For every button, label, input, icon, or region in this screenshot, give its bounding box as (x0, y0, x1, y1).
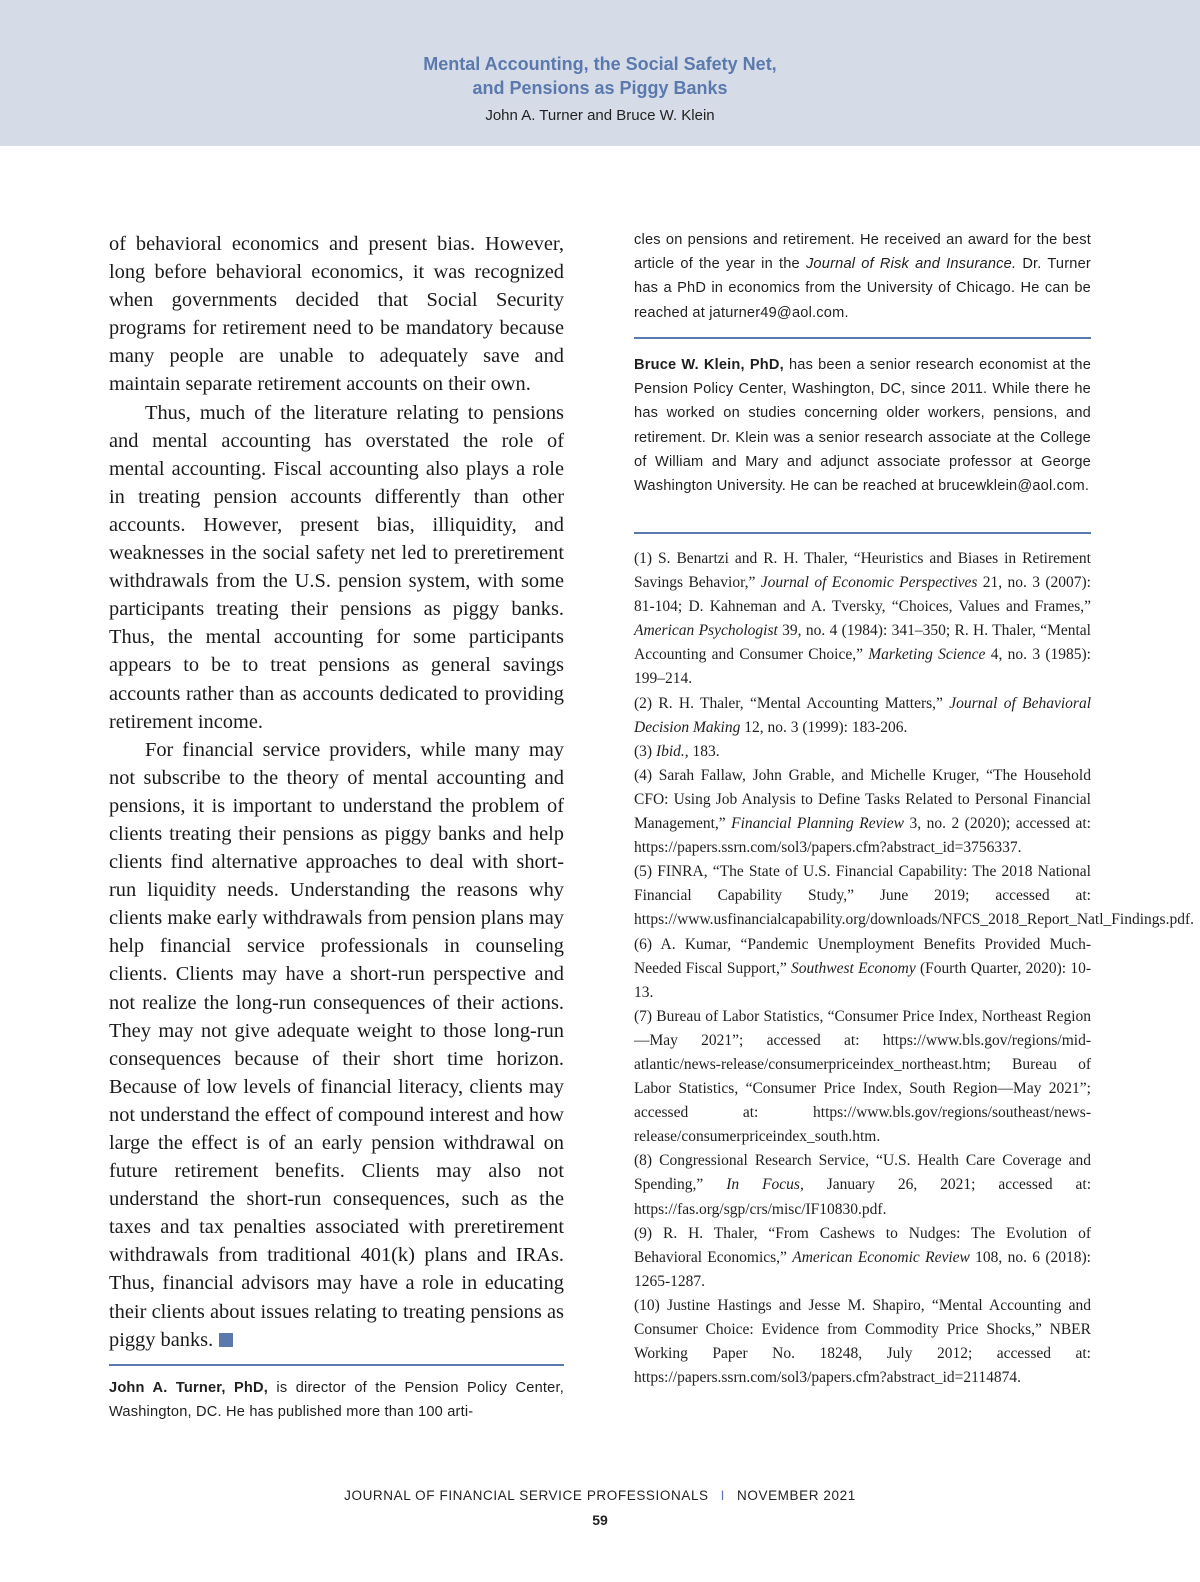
reference-text: (10) Justine Hastings and Jesse M. Shapiro, “Mental Accounting and Consumer Choice: Evidence from Commodity Price Shocks,” NBER Working Paper No. 18248, July 2012; accessed at: https://papers.ssrn.com/sol3/papers.cfm?abstract_id=2114874. (634, 1296, 1091, 1387)
reference-text: January 26, 2021; accessed at: https://fas.org/sgp/crs/misc/IF10830.pdf. (634, 1176, 1092, 1218)
references-list (634, 547, 1194, 1390)
reference-item (634, 1294, 1091, 1390)
reference-item (634, 933, 1091, 1005)
issue-date: NOVEMBER 2021 (737, 1488, 856, 1503)
reference-item (634, 764, 1091, 860)
reference-journal: American Economic Review (792, 1248, 970, 1266)
reference-journal: Financial Planning Review (731, 815, 904, 833)
body-paragraph: of behavioral economics and present bias. However, long before behavioral economics, it was recognized when governments decided that Social Security programs for retirement need to be mandatory because many people are unable to adequately save and maintain separate retirement accounts on their own. (109, 233, 564, 396)
body-paragraph (109, 736, 564, 1354)
bio-text: cles on pensions and retirement. He received an award for the best article of the year in the (634, 232, 1091, 273)
reference-text: 4, no. 3 (1985): 199–214. (634, 646, 1091, 688)
reference-journal: Marketing Science (868, 646, 986, 664)
reference-text: (6) A. Kumar, “Pandemic Unemployment Benefits Provided Much-Needed Fiscal Support,” (634, 935, 1091, 977)
reference-text: 12, no. 3 (1999): 183-206. (740, 718, 908, 736)
footer-separator: I (720, 1488, 726, 1503)
reference-text: (7) Bureau of Labor Statistics, “Consumer Price Index, Northeast Region—May 2021”; accessed at: https://www.bls.gov/regions/mid-atlantic/news-release/consumerpriceindex_northeast.htm; Bureau of Labor Statistics, “Consumer Price Index, South Region—May 2021”; accessed at: https://www.bls.gov/regions/southeast/news-release/consumerpriceindex_south.htm. (634, 1007, 1091, 1146)
reference-text: (5) FINRA, “The State of U.S. Financial Capability: The 2018 National Financial Capability Study,” June 2019; accessed at: https://www.usfinancialcapability.org/downloads/NFCS_2018_Report_Natl_Findings.pdf. (634, 863, 1194, 929)
reference-item (634, 1222, 1091, 1294)
reference-journal: American Psychologist (634, 622, 778, 640)
journal-name: JOURNAL OF FINANCIAL SERVICE PROFESSIONALS (344, 1488, 709, 1503)
reference-journal: Journal of Behavioral Decision Making (634, 694, 1092, 736)
bio-name: John A. Turner, PhD, (109, 1380, 269, 1396)
article-title-line1: Mental Accounting, the Social Safety Net, (423, 54, 777, 74)
reference-item (634, 1149, 1091, 1221)
reference-text: (8) Congressional Research Service, “U.S. Health Care Coverage and Spending,” (634, 1152, 1091, 1194)
bio-divider (634, 337, 1091, 339)
reference-text: 21, no. 3 (2007): 81-104; D. Kahneman and A. Tversky, “Choices, Values and Frames,” (634, 574, 1091, 616)
reference-text: 3, no. 2 (2020); accessed at: https://papers.ssrn.com/sol3/papers.cfm?abstract_id=3756337. (634, 815, 1091, 857)
references-divider (634, 532, 1091, 534)
article-title-line2: and Pensions as Piggy Banks (472, 78, 728, 98)
reference-text: (9) R. H. Thaler, “From Cashews to Nudges: The Evolution of Behavioral Economics,” (634, 1224, 1091, 1266)
running-header (0, 0, 1200, 146)
running-footer (0, 1488, 1200, 1503)
author-bio-klein (634, 353, 1091, 498)
reference-text: (Fourth Quarter, 2020): 10-13. (634, 959, 1091, 1001)
reference-item (634, 692, 1091, 740)
author-bio-turner (109, 1376, 564, 1424)
reference-item (634, 547, 1091, 692)
bio-text: is director of the Pension Policy Center, Washington, DC. He has published more than 100 arti- (109, 1380, 565, 1421)
bio-divider (109, 1364, 564, 1366)
author-bio-turner-continued (634, 228, 1091, 325)
reference-text: (3) (634, 742, 656, 760)
body-paragraph-text: For financial service providers, while many may not subscribe to the theory of mental accounting and pensions, it is important to understand the problem of clients treating their pensions as piggy banks and help clients find alternative approaches to deal with short-run liquidity needs. Understanding the reasons why clients make early withdrawals from pension plans may help financial service professionals in counseling clients. Clients may have a short-run perspective and not realize the long-run consequences of their actions. They may not give adequate weight to those long-run consequences because of their short time horizon. Because of low levels of financial literacy, clients may not understand the effect of compound interest and how large the effect is of an early pension withdrawal on future retirement benefits. Clients may also not understand the short-run consequences, such as the taxes and tax penalties associated with preretirement withdrawals from traditional 401(k) plans and IRAs. Thus, financial advisors may have a role in educating their clients about issues relating to treating pensions as piggy banks. (109, 738, 564, 1351)
reference-text: (1) S. Benartzi and R. H. Thaler, “Heuristics and Biases in Retirement Savings Behavior,” (634, 550, 1091, 592)
reference-text: (2) R. H. Thaler, “Mental Accounting Matters,” (634, 694, 950, 712)
reference-text: 183. (688, 742, 720, 760)
body-paragraph: Thus, much of the literature relating to pensions and mental accounting has overstated the role of mental accounting. Fiscal accounting also plays a role in treating pension accounts differently than other accounts. However, present bias, illiquidity, and weaknesses in the social safety net led to preretirement withdrawals from the U.S. pension system, with some participants treating their pensions as piggy banks. Thus, the mental accounting for some participants appears to be to treat pensions as general savings accounts rather than as accounts dedicated to providing retirement income. (109, 401, 564, 733)
reference-text: 108, no. 6 (2018): 1265-1287. (634, 1248, 1091, 1290)
reference-text: (4) Sarah Fallaw, John Grable, and Michelle Kruger, “The Household CFO: Using Job Analysis to Define Tasks Related to Personal Financial Management,” (634, 766, 1091, 833)
reference-item (634, 740, 1091, 764)
bio-journal-title: Journal of Risk and Insurance. (805, 256, 1017, 273)
bio-text: has been a senior research economist at the Pension Policy Center, Washington, DC, since 2011. While there he has worked on studies concerning older workers, pensions, and retirement. Dr. Klein was a senior research associate at the College of William and Mary and adjunct associate professor at George Washington University. He can be reached at brucewklein@aol.com. (634, 357, 1092, 495)
reference-journal: Ibid., (655, 742, 689, 760)
body-text-column (109, 230, 564, 1354)
reference-item (634, 1005, 1091, 1150)
reference-journal: Journal of Economic Perspectives (760, 574, 978, 592)
article-authors: John A. Turner and Bruce W. Klein (485, 107, 715, 124)
reference-text: 39, no. 4 (1984): 341–350; R. H. Thaler, “Mental Accounting and Consumer Choice,” (634, 622, 1091, 664)
reference-journal: In Focus, (726, 1176, 804, 1194)
page-number: 59 (592, 1512, 608, 1528)
bio-text: Dr. Turner has a PhD in economics from the University of Chicago. He can be reached at jaturner49@aol.com. (634, 256, 1091, 321)
end-of-article-mark (219, 1333, 233, 1347)
reference-journal: Southwest Economy (790, 959, 916, 977)
bio-name: Bruce W. Klein, PhD, (634, 357, 784, 373)
reference-item (634, 860, 1194, 932)
